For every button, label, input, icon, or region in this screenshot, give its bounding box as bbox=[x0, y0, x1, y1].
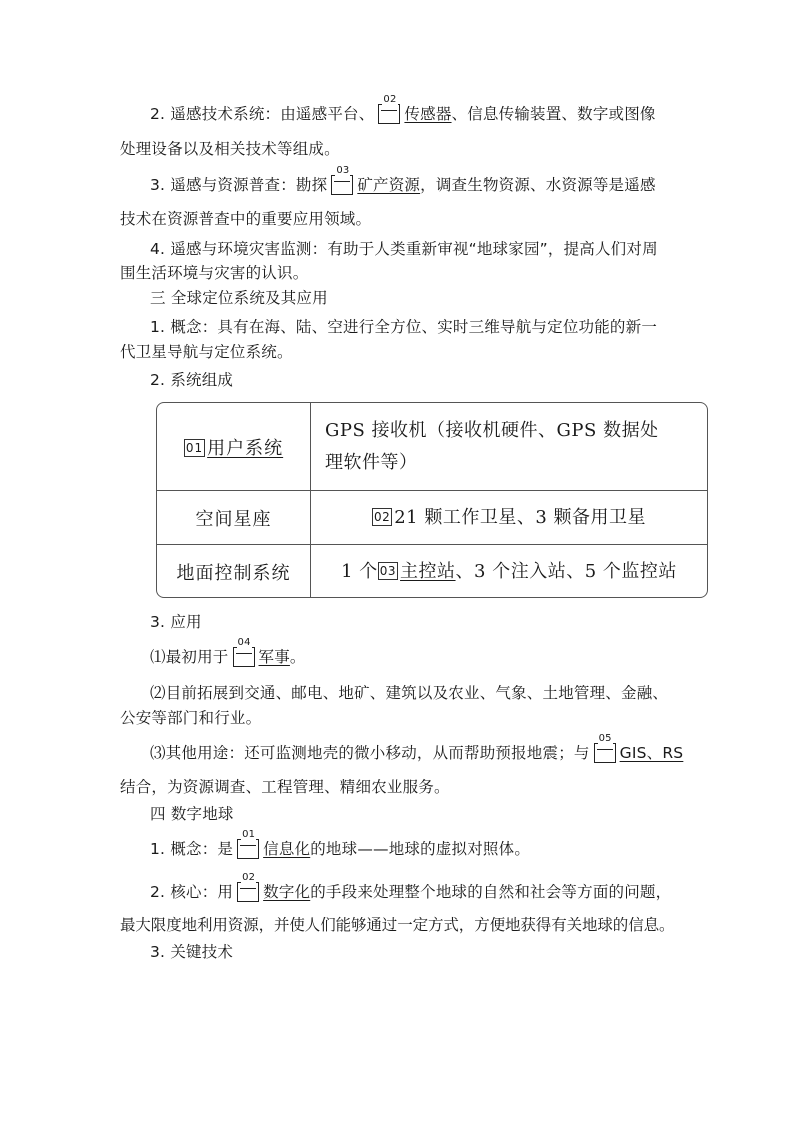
text: ，调查生物资源、水资源等是遥感 bbox=[420, 176, 656, 194]
section-heading-digital-earth: 四 数字地球 bbox=[150, 805, 234, 823]
answer-box-number: 01 bbox=[242, 829, 256, 840]
text: ⑶其他用途：还可监测地壳的微小移动，从而帮助预报地震；与 bbox=[150, 744, 590, 762]
answer-box bbox=[233, 637, 255, 667]
answer-box bbox=[331, 165, 353, 195]
table-cell-value bbox=[311, 545, 707, 598]
paragraph-line: 公安等部门和行业。 bbox=[120, 709, 262, 727]
value-line: 理软件等） bbox=[325, 451, 418, 473]
answer-box-number: 04 bbox=[237, 637, 251, 648]
gps-composition-table bbox=[156, 402, 708, 598]
paragraph-resource-survey bbox=[150, 165, 710, 196]
paragraph-line: 围生活环境与灾害的认识。 bbox=[120, 264, 309, 282]
text: 。 bbox=[289, 648, 306, 666]
paragraph-system-composition: 2. 系统组成 bbox=[150, 371, 234, 389]
table-cell-value bbox=[311, 491, 707, 544]
answer-box bbox=[594, 733, 616, 763]
answer-box bbox=[237, 829, 259, 859]
table-row bbox=[157, 491, 707, 545]
table-cell-label bbox=[157, 403, 311, 490]
paragraph-digital-earth-core bbox=[150, 872, 710, 903]
table-cell-value bbox=[311, 403, 707, 490]
text: 3. 遥感与资源普查：勘探 bbox=[150, 176, 328, 194]
paragraph-other-use bbox=[150, 733, 710, 764]
table-cell-label: 地面控制系统 bbox=[157, 545, 311, 598]
answer-box-number: 02 bbox=[383, 94, 397, 105]
paragraph-key-technology: 3. 关键技术 bbox=[150, 943, 234, 961]
answer-box bbox=[378, 94, 400, 124]
value-text: 、3 个注入站、5 个监控站 bbox=[455, 561, 677, 582]
text: 、信息传输装置、数字或图像 bbox=[451, 105, 656, 123]
answer-text: 矿产资源 bbox=[357, 176, 421, 194]
paragraph-digital-earth-concept bbox=[150, 829, 710, 860]
answer-box-number: 02 bbox=[242, 872, 256, 883]
text: 2. 核心：用 bbox=[150, 883, 234, 901]
answer-box bbox=[237, 872, 259, 902]
answer-text: GIS、RS bbox=[619, 744, 684, 762]
table-row bbox=[157, 545, 707, 598]
text: 的手段来处理整个地球的自然和社会等方面的问题， bbox=[310, 883, 672, 901]
paragraph-line: 处理设备以及相关技术等组成。 bbox=[120, 140, 340, 158]
answer-text: 传感器 bbox=[404, 105, 452, 123]
paragraph-line: 最大限度地利用资源，并使人们能够通过一定方式，方便地获得有关地球的信息。 bbox=[120, 916, 675, 934]
paragraph-applications: 3. 应用 bbox=[150, 613, 202, 631]
text: 1. 概念：是 bbox=[150, 840, 234, 858]
answer-number: 02 bbox=[373, 509, 391, 524]
label-text: 用户系统 bbox=[207, 437, 284, 459]
answer-text: 军事 bbox=[258, 648, 290, 666]
value-line: GPS 接收机（接收机硬件、GPS 数据处 bbox=[325, 419, 659, 441]
answer-number: 03 bbox=[379, 564, 397, 578]
paragraph-expanded-use: ⑵目前拓展到交通、邮电、地矿、建筑以及农业、气象、土地管理、金融、 bbox=[150, 684, 669, 702]
answer-text: 主控站 bbox=[400, 561, 456, 582]
paragraph-gps-concept: 1. 概念：具有在海、陆、空进行全方位、实时三维导航与定位功能的新一 bbox=[150, 318, 658, 336]
text: ⑴最初用于 bbox=[150, 648, 229, 666]
table-row bbox=[157, 403, 707, 491]
answer-number: 01 bbox=[185, 440, 204, 455]
paragraph-military bbox=[150, 637, 710, 668]
value-text: 21 颗工作卫星、3 颗备用卫星 bbox=[394, 506, 647, 528]
paragraph-disaster-monitoring: 4. 遥感与环境灾害监测：有助于人类重新审视“地球家园”，提高人们对周 bbox=[150, 240, 658, 258]
text: 2. 遥感技术系统：由遥感平台、 bbox=[150, 105, 375, 123]
table-cell-label: 空间星座 bbox=[157, 491, 311, 544]
text: 的地球——地球的虚拟对照体。 bbox=[310, 840, 531, 858]
paragraph-line: 代卫星导航与定位系统。 bbox=[120, 343, 293, 361]
value-text: 1 个 bbox=[341, 561, 378, 582]
paragraph-line: 结合，为资源调查、工程管理、精细农业服务。 bbox=[120, 778, 450, 796]
answer-text: 信息化 bbox=[263, 840, 311, 858]
section-heading-gps: 三 全球定位系统及其应用 bbox=[150, 289, 328, 307]
answer-text: 数字化 bbox=[263, 883, 311, 901]
answer-box-number: 03 bbox=[336, 165, 350, 176]
paragraph-line: 技术在资源普查中的重要应用领域。 bbox=[120, 210, 372, 228]
answer-box-number: 05 bbox=[598, 733, 612, 744]
paragraph-remote-sensing-system bbox=[150, 94, 710, 125]
